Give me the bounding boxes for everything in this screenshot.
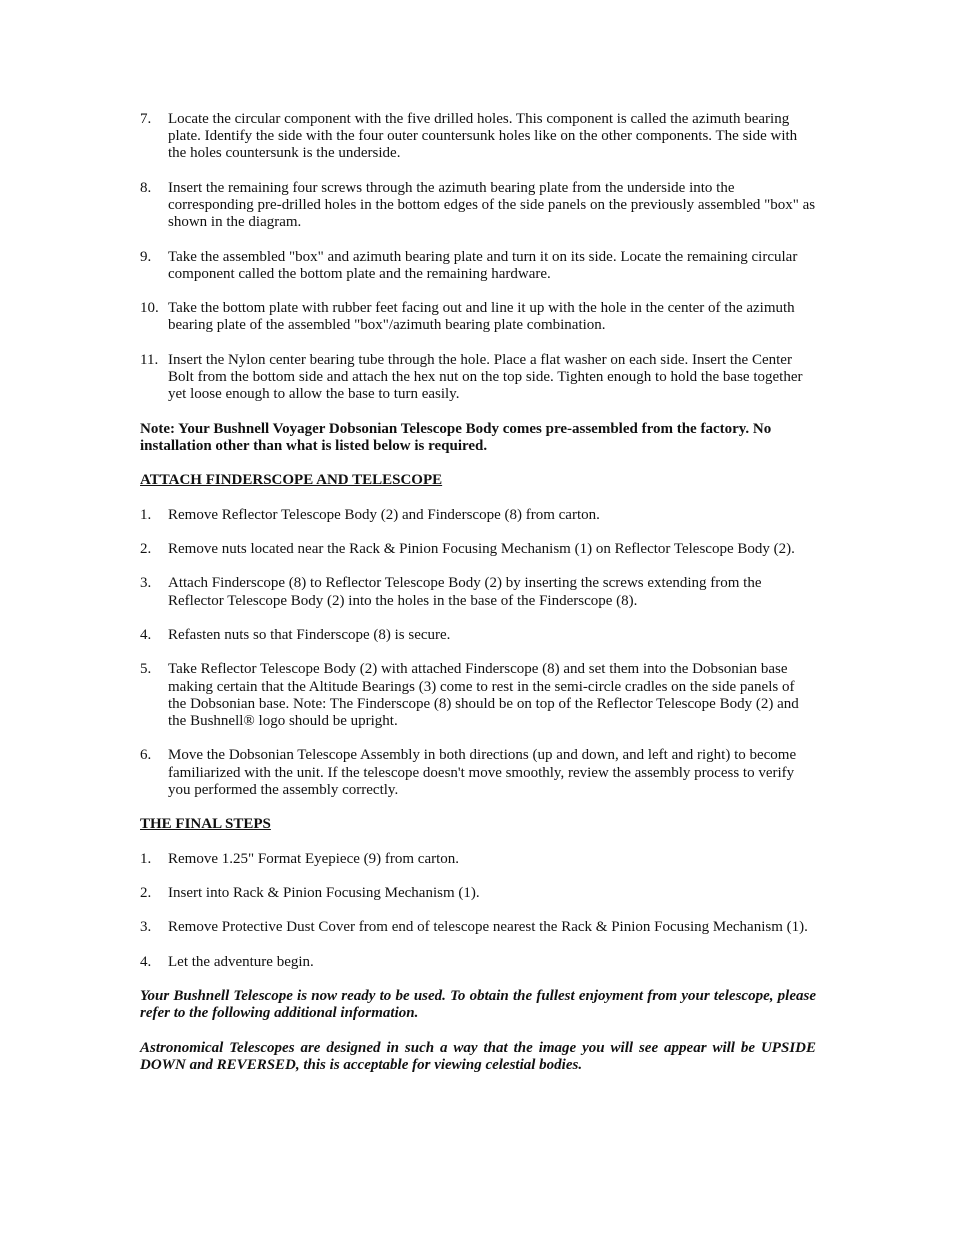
list-number: 6. [140,747,152,764]
list-number: 1. [140,850,152,867]
list-number: 4. [140,953,152,970]
list-item [140,111,816,163]
list-number: 10. [140,300,159,317]
list-text: Locate the circular component with the five drilled holes. This component is called the azimuth bearing plate. Identify the side with the four outer countersunk holes like on the other components. The side with the holes countersunk is the underside. [168,111,798,162]
list-text: Take the bottom plate with rubber feet facing out and line it up with the hole in the center of the azimuth bearing plate of the assembled "box"/azimuth bearing plate combination. [168,300,795,334]
list-item [140,507,816,524]
list-item [140,300,816,334]
list-item [140,851,816,868]
list-text: Remove Protective Dust Cover from end of telescope nearest the Rack & Pinion Focusing Mechanism (1). [168,919,808,936]
list-number: 8. [140,179,152,196]
closing-paragraph-upside-down: Astronomical Telescopes are designed in such a way that the image you will see appear will be UPSIDE DOWN and REVERSED, this is acceptable for viewing celestial bodies. [140,1039,816,1073]
list-text: Remove Reflector Telescope Body (2) and Finderscope (8) from carton. [168,506,600,523]
list-item [140,627,816,644]
list-item [140,180,816,232]
list-number: 5. [140,661,152,678]
list-number: 3. [140,575,152,592]
list-item [140,954,816,971]
list-text: Refasten nuts so that Finderscope (8) is secure. [168,626,451,643]
list-item [140,352,816,404]
list-number: 3. [140,919,152,936]
section-heading-attach: ATTACH FINDERSCOPE AND TELESCOPE [140,472,443,489]
document-page [140,111,816,1091]
list-number: 1. [140,506,152,523]
list-item [140,249,816,283]
list-item [140,661,816,730]
list-item [140,575,816,609]
list-text: Insert the remaining four screws through the azimuth bearing plate from the underside into the corresponding pre-drilled holes in the bottom edges of the side panels on the previously assembled "box" as shown in the diagram. [168,179,816,231]
list-text: Take Reflector Telescope Body (2) with attached Finderscope (8) and set them into the Dobsonian base making certain that the Altitude Bearings (3) come to rest in the semi-circle cradles on the side panels of the Dobsonian base. Note: The Finderscope (8) should be on top of the Reflector Telescope Body (2) and the Bushnell® logo should be upright. [168,661,799,729]
list-item [140,919,816,936]
list-text: Take the assembled "box" and azimuth bearing plate and turn it on its side. Locate the remaining circular component called the bottom plate and the remaining hardware. [168,248,798,282]
list-text: Insert into Rack & Pinion Focusing Mechanism (1). [168,884,480,901]
list-text: Attach Finderscope (8) to Reflector Telescope Body (2) by inserting the screws extending from the Reflector Telescope Body (2) into the holes in the base of the Finderscope (8). [168,575,762,609]
list-item [140,885,816,902]
list-number: 4. [140,626,152,643]
list-text: Remove 1.25" Format Eyepiece (9) from carton. [168,850,460,867]
list-text: Insert the Nylon center bearing tube through the hole. Place a flat washer on each side. Insert the Center Bolt from the bottom side and attach the hex nut on the top side. Tighten enough to hold the base together yet loose enough to allow the base to turn easily. [168,351,803,403]
list-number: 7. [140,111,152,127]
list-text: Move the Dobsonian Telescope Assembly in both directions (up and down, and left and right) to become familiarized with the unit. If the telescope doesn't move smoothly, review the assembly process to verify you performed the assembly correctly. [168,747,797,798]
list-number: 9. [140,248,152,265]
list-text: Remove nuts located near the Rack & Pinion Focusing Mechanism (1) on Reflector Telescope Body (2). [168,540,795,557]
list-number: 2. [140,540,152,557]
list-item [140,541,816,558]
list-number: 2. [140,884,152,901]
list-number: 11. [140,351,159,368]
note-paragraph: Note: Your Bushnell Voyager Dobsonian Telescope Body comes pre-assembled from the factory. No installation other than what is listed below is required. [140,420,772,454]
closing-paragraph-ready: Your Bushnell Telescope is now ready to be used. To obtain the fullest enjoyment from your telescope, please refer to the following additional information. [140,988,816,1022]
list-item [140,747,816,799]
section-heading-final-steps: THE FINAL STEPS [140,816,271,833]
list-text: Let the adventure begin. [168,953,314,970]
